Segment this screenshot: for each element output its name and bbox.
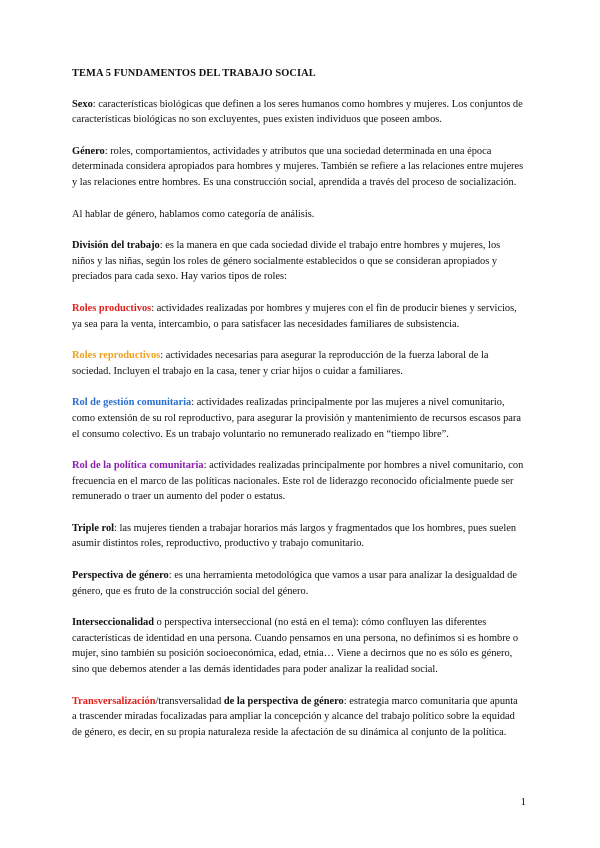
text-categoria: Al hablar de género, hablamos como categoría de análisis. [72,208,315,220]
paragraph-roles-reproductivos [72,348,524,379]
page-number: 1 [520,796,526,808]
term-roles-productivos: Roles productivos [72,302,152,314]
paragraph-roles-productivos [72,301,524,332]
definition-roles-reproductivos: : actividades necesarias para asegurar la reproducción de la fuerza laboral de la sociedad. Incluyen el trabajo en la casa, tener y criar hijos o cuidar a familiares. [72,350,489,377]
definition-roles-productivos: : actividades realizadas por hombres y mujeres con el fin de producir bienes y servicios, ya sea para la venta, intercambio, o para satisfacer las necesidades familiares de subsistencia. [72,302,517,330]
definition-triple-rol: : las mujeres tienden a trabajar horarios más largos y fragmentados que los hombres, pues suelen asumir distintos roles, reproductivo, productivo y trabajo comunitario. [72,522,517,550]
term-interseccionalidad: Interseccionalidad [72,617,154,629]
term-division-trabajo: División del trabajo [72,240,160,252]
document-title: TEMA 5 FUNDAMENTOS DEL TRABAJO SOCIAL [72,68,316,79]
term-roles-reproductivos: Roles reproductivos [72,350,161,362]
definition-interseccionalidad: o perspectiva interseccional (no está en el tema): cómo confluyen las diferentes características de identidad en una persona. Cuando pensamos en una persona, no definimos si es hombre o mujer, sino también su posición socioeconómica, edad, etnia… Viene a decirnos que no es sólo es género, sino que debemos atender a las demás identidades para poder analizar la realidad social. [72,617,519,676]
paragraph-interseccionalidad [72,615,524,677]
paragraph-categoria [72,207,524,223]
paragraph-gestion-comunitaria [72,395,524,442]
term-genero: Género [72,145,105,157]
definition-gestion-comunitaria: : actividades realizadas principalmente por las mujeres a nivel comunitario, como extensión de su rol reproductivo, para asegurar la provisión y mantenimiento de recursos escasos para el consumo colectivo. Es un trabajo voluntario no remunerado realizado en “tiempo libre”. [72,397,521,440]
document-page [72,66,524,756]
paragraph-triple-rol [72,521,524,552]
term-transversalidad: /transversalidad [155,695,224,707]
paragraph-sexo [72,97,524,128]
term-perspectiva-genero: Perspectiva de género [72,570,169,582]
definition-transversalizacion: : estrategia marco comunitaria que apunta a trascender miradas focalizadas para ampliar la concepción y alcance del trabajo político sobre la equidad de género, es decir, en su propia naturaleza reside la afectación de su dinámica al conjunto de la política. [72,695,518,738]
term-sexo: Sexo [72,98,93,110]
term-politica-comunitaria: Rol de la política comunitaria [72,460,204,472]
definition-sexo: : características biológicas que definen a los seres humanos como hombres y mujeres. Los conjuntos de características biológicas no son excluyentes, pues existen individuos que poseen ambos. [72,98,523,126]
definition-division-trabajo: : es la manera en que cada sociedad divide el trabajo entre hombres y mujeres, los niños y las niñas, según los roles de género socialmente establecidos o que se consideran apropiados y preciados para cada sexo. Hay varios tipos de roles: [72,240,501,283]
term-perspectiva-de-genero: de la perspectiva de género [223,695,344,707]
definition-perspectiva-genero: : es una herramienta metodológica que vamos a usar para analizar la desigualdad de género, que es fruto de la construcción social del género. [72,570,517,597]
definition-genero: : roles, comportamientos, actividades y atributos que una sociedad determinada en una época determinada considera apropiados para hombres y mujeres. También se refiere a las relaciones entre mujeres y las relaciones entre hombres. Es una construcción social, aprendida a través del proceso de socialización. [72,145,524,188]
definition-politica-comunitaria: : actividades realizadas principalmente por hombres a nivel comunitario, con frecuencia en el marco de las políticas nacionales. Este rol de liderazgo reconocido oficialmente puede ser remunerado o traer un aumento del poder o estatus. [72,460,524,503]
paragraph-transversalizacion [72,694,524,741]
term-triple-rol: Triple rol [72,522,115,534]
paragraph-politica-comunitaria [72,458,524,505]
term-gestion-comunitaria: Rol de gestión comunitaria [72,397,192,409]
paragraph-perspectiva-genero [72,568,524,599]
term-transversalizacion: Transversalización [72,695,156,707]
paragraph-division-trabajo [72,238,524,285]
paragraph-genero [72,144,524,191]
